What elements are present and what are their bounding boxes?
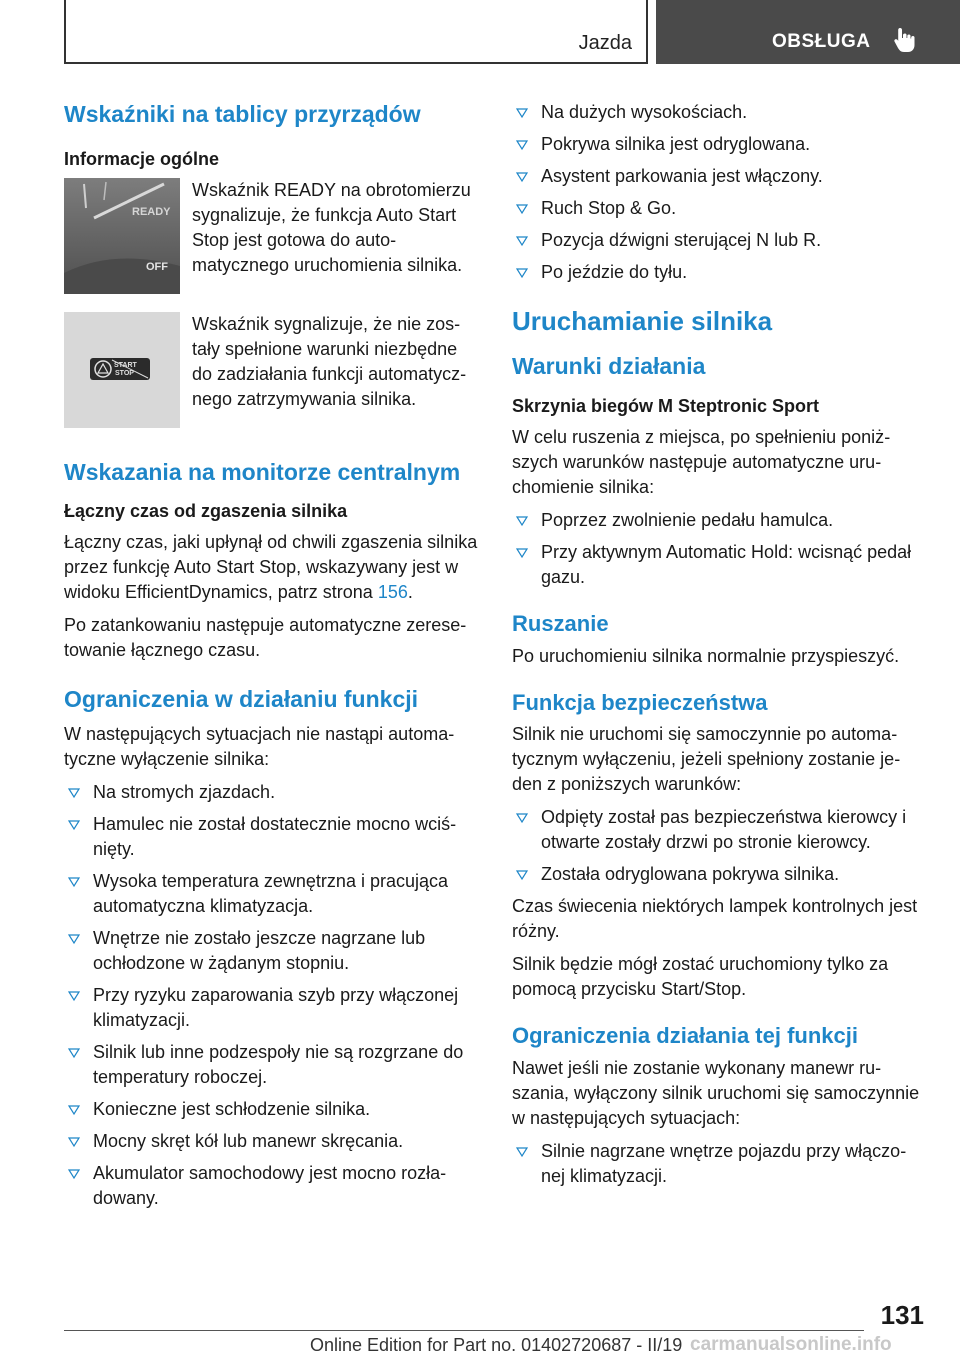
list-item: Pozycja dźwigni sterującej N lub R. <box>512 228 924 253</box>
edition-text: Online Edition for Part no. 01402720687 - II/19 <box>310 1335 683 1355</box>
function-limits-2-text: Nawet jeśli nie zostanie wykonany manewr ruszania, wyłączony silnik uruchomi się samoczynnie w następujących sytuacjach: <box>512 1057 920 1128</box>
triangle-bullet-icon <box>516 135 528 153</box>
stop-label: STOP <box>115 369 134 377</box>
list-item: Silnie nagrzane wnętrze pojazdu przy włączonej klimatyzacji. <box>512 1139 924 1189</box>
triangle-bullet-icon <box>516 1142 528 1160</box>
list-item: Ruch Stop & Go. <box>512 196 924 221</box>
operating-conditions-heading: Warunki działania <box>512 352 706 379</box>
list-item: Na dużych wysokościach. <box>512 100 924 125</box>
safety-conditions-list <box>512 805 924 887</box>
triangle-bullet-icon <box>68 1100 80 1118</box>
refuel-reset-text: Po zatankowaniu następuje automatyczne zeresetowanie łącznego czasu. <box>64 614 467 660</box>
ready-indicator-text: Wskaźnik READY na obrotomierzu sygnalizuje, że funkcja Auto Start Stop jest gotowa do automatycznego uruchomienia silnika. <box>192 179 471 275</box>
ready-indicator-image <box>64 178 180 294</box>
list-item: Pokrywa silnika jest odryglowana. <box>512 132 924 157</box>
footer-divider <box>64 1330 864 1331</box>
triangle-bullet-icon <box>516 511 528 529</box>
start-stop-warning-icon <box>64 312 180 428</box>
list-item: Wnętrze nie zostało jeszcze nagrzane lub ochłodzone w żądanym stopniu. <box>64 926 478 976</box>
function-limits-list <box>64 780 478 1211</box>
central-monitor-heading: Wskazania na monitorze centralnym <box>64 458 461 485</box>
ready-indicator-row <box>64 178 478 294</box>
list-item: Odpięty został pas bezpieczeństwa kierowcy i otwarte zostały drzwi po stronie kierowcy. <box>512 805 924 855</box>
triangle-bullet-icon <box>516 865 528 883</box>
list-item: Przy aktywnym Automatic Hold: wcisnąć pedał gazu. <box>512 540 924 590</box>
triangle-bullet-icon <box>68 1043 80 1061</box>
function-limits-heading: Ograniczenia w działaniu funkcji <box>64 685 419 712</box>
triangle-bullet-icon <box>68 815 80 833</box>
list-item: Przy ryzyku zaparowania szyb przy włączonej klimatyzacji. <box>64 983 478 1033</box>
triangle-bullet-icon <box>68 1132 80 1150</box>
triangle-bullet-icon <box>68 929 80 947</box>
list-item: Po jeździe do tyłu. <box>512 260 924 285</box>
gearbox-text: W celu ruszenia z miejsca, po spełnieniu poniższych warunków następuje automatyczne uruchomienie silnika: <box>512 427 891 498</box>
list-item: Asystent parkowania jest włączony. <box>512 164 924 189</box>
triangle-bullet-icon <box>68 872 80 890</box>
indicator-lamps-text: Czas świecenia niektórych lampek kontrolnych jest różny. <box>512 896 918 942</box>
chapter-tab <box>64 0 648 64</box>
triangle-bullet-icon <box>516 199 528 217</box>
list-item: Wysoka temperatura zewnętrzna i pracująca automatyczna klimatyzacja. <box>64 869 478 919</box>
ready-label: READY <box>132 205 171 218</box>
moving-off-heading: Ruszanie <box>512 611 609 637</box>
list-item: Hamulec nie został dostatecznie mocno wciśnięty. <box>64 812 478 862</box>
right-column <box>512 100 924 1196</box>
chapter-title: Jazda <box>578 32 632 54</box>
section-tab <box>656 0 960 64</box>
triangle-bullet-icon <box>68 783 80 801</box>
function-limits-intro: W następujących sytuacjach nie nastąpi automatyczne wyłączenie silnika: <box>64 723 455 769</box>
tachometer-ready-graphic <box>64 178 180 294</box>
page-ref-link[interactable]: 156 <box>377 581 408 602</box>
page-header <box>64 0 960 64</box>
general-info-heading: Informacje ogólne <box>64 148 220 169</box>
list-item: Na stromych zjazdach. <box>64 780 478 805</box>
triangle-bullet-icon <box>516 263 528 281</box>
start-stop-indicator-image <box>64 312 180 428</box>
section-title: OBSŁUGA <box>772 31 871 52</box>
triangle-bullet-icon <box>516 231 528 249</box>
list-item: Mocny skręt kół lub manewr skręcania. <box>64 1129 478 1154</box>
start-stop-button-text: Silnik będzie mógł zostać uruchomiony tylko za pomocą przycisku Start/Stop. <box>512 954 889 1000</box>
start-stop-indicator-text: Wskaźnik sygnalizuje, że nie zostały spełnione warunki niezbędne do zadziałania funkcji automatycznego zatrzymywania silnika. <box>192 313 467 409</box>
safety-function-heading: Funkcja bezpieczeństwa <box>512 689 768 715</box>
hand-pointer-icon <box>892 26 918 54</box>
list-item: Została odryglowana pokrywa silnika. <box>512 862 924 887</box>
total-time-text: Łączny czas, jaki upłynął od chwili zgaszenia silnika przez funkcję Auto Start Stop, wskazywany jest w widoku EfficientDynamics, patrz strona 156. <box>64 531 478 602</box>
safety-function-text: Silnik nie uruchomi się samoczynnie po automatycznym wyłączeniu, jeżeli spełniony zostanie jeden z poniższych warunków: <box>512 724 901 795</box>
gearbox-heading: Skrzynia biegów M Steptronic Sport <box>512 396 820 417</box>
off-label: OFF <box>146 260 168 273</box>
triangle-bullet-icon <box>68 986 80 1004</box>
instrument-indicators-heading: Wskaźniki na tablicy przyrządów <box>64 101 421 127</box>
triangle-bullet-icon <box>516 543 528 561</box>
list-item: Konieczne jest schłodzenie silnika. <box>64 1097 478 1122</box>
left-column <box>64 100 478 1218</box>
start-label: START <box>114 361 137 369</box>
triangle-bullet-icon <box>68 1164 80 1182</box>
triangle-bullet-icon <box>516 808 528 826</box>
list-item: Silnik lub inne podzespoły nie są rozgrzane do temperatury roboczej. <box>64 1040 478 1090</box>
function-limits-2-heading: Ograniczenia działania tej funkcji <box>512 1023 858 1049</box>
triangle-bullet-icon <box>516 103 528 121</box>
start-stop-indicator-row <box>64 312 478 428</box>
watermark: carmanualsonline.info <box>690 1334 892 1355</box>
page-number: 131 <box>880 1300 924 1330</box>
engine-start-heading: Uruchamianie silnika <box>512 306 773 336</box>
function-limits-list-continued <box>512 100 924 285</box>
gearbox-conditions-list <box>512 508 924 590</box>
total-time-heading: Łączny czas od zgaszenia silnika <box>64 500 348 521</box>
function-limits-2-list <box>512 1139 924 1189</box>
moving-off-text: Po uruchomieniu silnika normalnie przyspieszyć. <box>512 645 900 666</box>
list-item: Poprzez zwolnienie pedału hamulca. <box>512 508 924 533</box>
list-item: Akumulator samochodowy jest mocno rozładowany. <box>64 1161 478 1211</box>
triangle-bullet-icon <box>516 167 528 185</box>
